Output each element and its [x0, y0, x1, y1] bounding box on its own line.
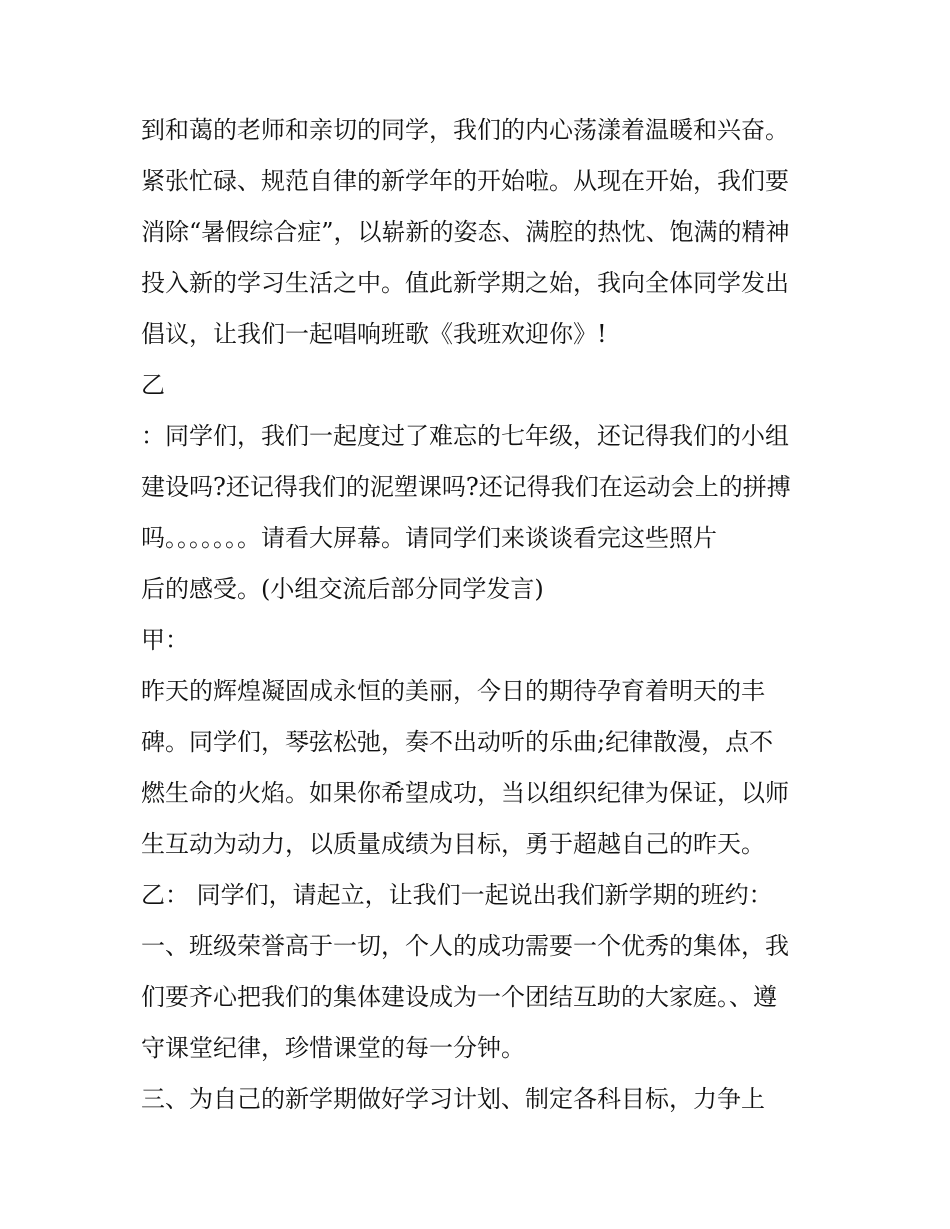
text-line: 一、班级荣誉高于一切，个人的成功需要一个优秀的集体，我 [141, 932, 789, 960]
text-line: ：同学们，我们一起度过了难忘的七年级，还记得我们的小组 [141, 422, 789, 450]
document-body [141, 105, 821, 1125]
text-line: 燃生命的火焰。如果你希望成功，当以组织纪律为保证，以师 [141, 779, 789, 807]
text-line: 乙： 同学们，请起立，让我们一起说出我们新学期的班约： [141, 881, 773, 909]
text-line: 碑。同学们，琴弦松弛，奏不出动听的乐曲;纪律散漫，点不 [141, 728, 774, 756]
text-line: 生互动为动力，以质量成绩为目标，勇于超越自己的昨天。 [141, 830, 765, 858]
text-line: 昨天的辉煌凝固成永恒的美丽，今日的期待孕育着明天的丰 [141, 677, 765, 705]
speaker-label: 乙 [141, 371, 165, 399]
text-line: 消除“暑假综合症”，以崭新的姿态、满腔的热忱、饱满的精神 [141, 218, 790, 246]
text-line: 三、为自己的新学期做好学习计划、制定各科目标，力争上 [141, 1085, 765, 1113]
text-line: 倡议，让我们一起唱响班歌《我班欢迎你》! [141, 320, 607, 348]
text-line: 建设吗?还记得我们的泥塑课吗?还记得我们在运动会上的拼搏 [141, 473, 791, 501]
speaker-label: 甲： [141, 626, 189, 654]
text-line: 吗。。。。。。。请看大屏幕。请同学们来谈谈看完这些照片 [141, 524, 717, 552]
text-line: 们要齐心把我们的集体建设成为一个团结互助的大家庭。、遵 [141, 983, 777, 1011]
text-line: 后的感受。(小组交流后部分同学发言) [141, 575, 544, 603]
text-line: 到和蔼的老师和亲切的同学，我们的内心荡漾着温暖和兴奋。 [141, 116, 789, 144]
text-line: 投入新的学习生活之中。值此新学期之始，我向全体同学发出 [141, 269, 789, 297]
text-line: 紧张忙碌、规范自律的新学年的开始啦。从现在开始，我们要 [141, 167, 789, 195]
text-line: 守课堂纪律，珍惜课堂的每一分钟。 [141, 1034, 525, 1062]
